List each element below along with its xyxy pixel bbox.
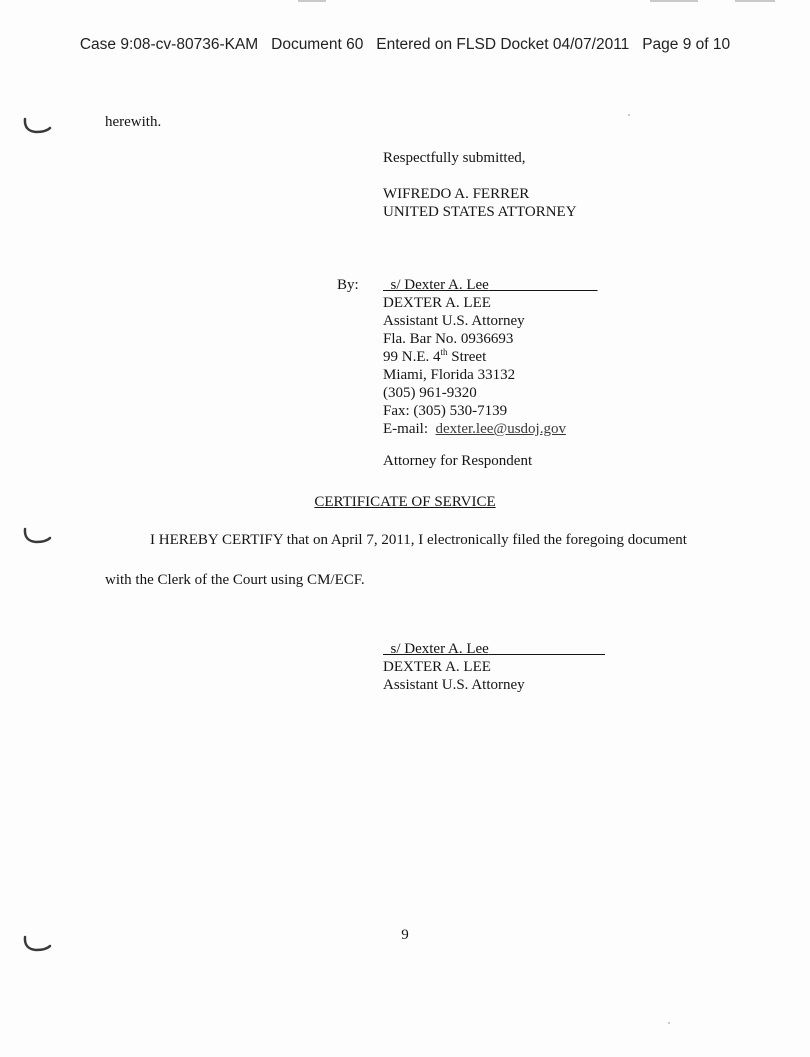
attorney-role: Attorney for Respondent [383, 453, 533, 469]
signature-line [383, 276, 598, 294]
address-ordinal: th [440, 347, 448, 357]
email-line [383, 420, 598, 438]
signature-text: s/ Dexter A. Lee [390, 277, 489, 293]
scan-artifact [735, 0, 775, 2]
signer-title: Assistant U.S. Attorney [383, 313, 525, 329]
email-link[interactable]: dexter.lee@usdoj.gov [435, 421, 566, 437]
address-street: Street [447, 349, 487, 365]
street-address [383, 348, 598, 366]
signature-text-2: s/ Dexter A. Lee [390, 641, 489, 657]
closing-salutation: Respectfully submitted, [383, 150, 526, 166]
service-signature-block [383, 640, 605, 694]
us-attorney-name: WIFREDO A. FERRER [383, 186, 530, 202]
punch-hole-mark [22, 527, 52, 547]
certify-line-1: I HEREBY CERTIFY that on April 7, 2011, I electronically filed the foregoing document [150, 532, 687, 548]
scan-speck [628, 114, 630, 116]
certify-line-2: with the Clerk of the Court using CM/ECF. [105, 572, 365, 588]
scan-artifact [650, 0, 698, 2]
signature-line-2 [383, 640, 605, 658]
fax-number: Fax: (305) 530-7139 [383, 403, 508, 419]
document-number: Document 60 [271, 36, 364, 53]
us-attorney-block [383, 185, 577, 221]
punch-hole-mark [22, 117, 52, 137]
address-number: 99 N.E. 4 [383, 349, 441, 365]
docket-entry: Entered on FLSD Docket 04/07/2011 [376, 36, 630, 53]
email-label: E-mail: [383, 421, 436, 437]
case-number: Case 9:08-cv-80736-KAM [79, 36, 259, 53]
bar-number: Fla. Bar No. 0936693 [383, 331, 514, 347]
electronic-signature-2 [383, 641, 605, 657]
filing-header [0, 36, 810, 54]
phone-number: (305) 961-9320 [383, 385, 477, 401]
page-number: 9 [401, 927, 409, 943]
page-count: Page 9 of 10 [642, 36, 731, 53]
signer-name: DEXTER A. LEE [383, 295, 491, 311]
us-attorney-title: UNITED STATES ATTORNEY [383, 204, 577, 220]
scan-artifact [298, 0, 326, 2]
signer-name-2: DEXTER A. LEE [383, 659, 491, 675]
signature-block [383, 276, 598, 470]
by-label: By: [337, 277, 359, 293]
certificate-heading: CERTIFICATE OF SERVICE [314, 494, 496, 510]
electronic-signature [383, 277, 598, 293]
scan-speck [668, 1022, 670, 1024]
signer-title-2: Assistant U.S. Attorney [383, 677, 525, 693]
continuation-text: herewith. [105, 114, 162, 130]
city-state-zip: Miami, Florida 33132 [383, 367, 516, 383]
